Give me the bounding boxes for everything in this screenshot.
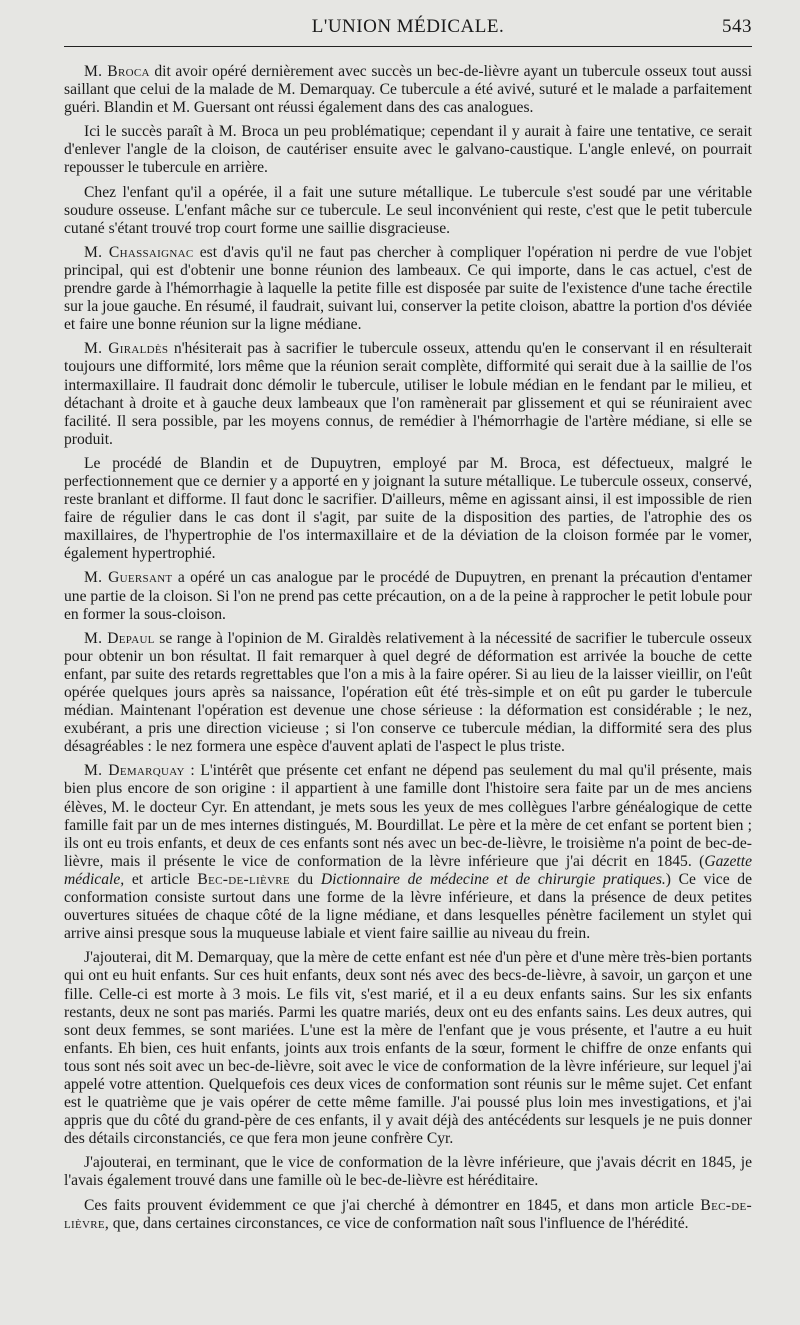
- journal-title: L'UNION MÉDICALE.: [311, 16, 505, 37]
- paragraph-depaul: M. Depaul se range à l'opinion de M. Giraldès relativement à la nécessité de sacrifier le tubercule osseux pour obtenir un bon résultat. Il fait remarquer à quel degré de déformation est arrivée la bouche de cette enfant, par suite des retards regrettables que l'on a mis à la faire opérer. Si au lieu de la laisser vieillir, on l'eût opérée quelques jours après sa naissance, l'opération eût été très-simple et on eût pu garder le tubercule médian. Maintenant l'opération est devenue une chose sérieuse : la déformation est considérable ; le nez, exubérant, a pris une direction vicieuse ; si l'on conserve ce tubercule médian, la difformité sera des plus désagréables : le nez formera une espèce d'auvent aplati de l'aspect le plus triste.: [64, 629, 752, 756]
- speaker-name: M. Chassaignac: [84, 243, 194, 261]
- paragraph-demarquay: M. Demarquay : L'intérêt que présente cet enfant ne dépend pas seulement du mal qu'il présente, mais bien plus encore de son origine : il appartient à une famille dont l'histoire sera faite par un de mes anciens élèves, M. le docteur Cyr. En attendant, je mets sous les yeux de mes collègues l'arbre généalogique de cette famille fait par un de mes internes distingués, M. Bourdillat. Le père et la mère de cet enfant se portent bien ; ils ont eu trois enfants, et deux de ces enfants sont nés avec un bec-de-lièvre, le troisième n'a point de bec-de-lièvre, mais il présente le vice de conformation de la lèvre inférieure que j'ai décrit en 1845. (Gazette médicale, et article Bec-de-lièvre du Dictionnaire de médecine et de chirurgie pratiques.) Ce vice de conformation consiste surtout dans une forme de la lèvre inférieure, et dans la présence de deux petites ouvertures situées de chaque côté de la ligne médiane, et dans lesquelles pénètre facilement un stylet qui arrive ainsi presque sous la muqueuse labiale et vient faire saillie au niveau du frein.: [64, 762, 753, 943]
- paragraph-chassaignac: M. Chassaignac est d'avis qu'il ne faut pas chercher à compliquer l'opération ni perdre de vue l'objet principal, qui est d'obtenir une bonne réunion des lambeaux. Ce qui importe, dans le cas actuel, c'est de prendre garde à l'hémorrhagie à laquelle la petite fille est disposée par suite de l'existence d'une tache érectile sur la joue gauche. En résumé, il faudrait, suivant lui, conserver la petite cloison, abattre la portion d'os déviée et faire une bonne réunion sur la ligne médiane.: [64, 243, 752, 334]
- paragraph-giraldes: M. Giraldès n'hésiterait pas à sacrifier le tubercule osseux, attendu qu'en le conservant il en résulterait toujours une difformité, lors même que la réunion serait complète, difformité qui serait due à la saillie de l'os intermaxillaire. Il faudrait donc démolir le tubercule, utiliser le lobule médian en le fendant par le milieu, et détachant à droite et à gauche deux lambeaux que l'on ramènerait par glissement et qui se réuniraient avec facilité. Il sera possible, par les moyens connus, de remédier à l'hémorrhagie de l'artère médiane, si elle se produit.: [64, 340, 752, 448]
- page-number: 543: [722, 16, 752, 37]
- paragraph-guersant: M. Guersant a opéré un cas analogue par le procédé de Dupuytren, en prenant la précaution d'entamer une partie de la cloison. Si l'on ne prend pas cette précaution, on a de la peine à rapprocher le petit lobule pour en former la sous-cloison.: [64, 569, 752, 623]
- speaker-name: M. Demarquay: [84, 762, 185, 780]
- paragraph-broca: M. Broca dit avoir opéré dernièrement avec succès un bec-de-lièvre ayant un tubercule osseux tout aussi saillant que celui de la malade de M. Demarquay. Ce tubercule a été avivé, suturé et le malade a parfaitement guéri. Blandin et M. Guersant ont réussi également dans des cas analogues.: [64, 63, 752, 117]
- header-rule: [64, 46, 752, 47]
- running-head: [64, 14, 752, 40]
- paragraph: J'ajouterai, dit M. Demarquay, que la mère de cette enfant est née d'un père et d'une mère très-bien portants qui ont eu huit enfants. Sur ces huit enfants, deux sont nés avec des becs-de-lièvre, à savoir, un garçon et une fille. Celle-ci est morte à 3 mois. Le fils vit, s'est marié, et il a eu deux enfants sains. Sur les six enfants restants, deux ne sont pas mariés. Parmi les quatre mariés, deux ont eu des enfants sains. Les deux autres, qui sont deux femmes, se sont mariées. L'une est la mère de l'enfant que je vous présente, et l'autre a eu huit enfants. Eh bien, ces huit enfants, joints aux trois enfants de la sœur, forment le chiffre de onze enfants qui tous sont nés soit avec un bec-de-lièvre, soit avec le vice de conformation de la lèvre inférieure, sur lequel j'ai appelé votre attention. Quelquefois ces deux vices de conformation sont réunis sur le même sujet. Cet enfant est le quatrième que je vais opérer de cette même famille. J'ai poussé plus loin mes investigations, et j'ai appris que du côté du grand-père de ces enfants, il y avait déjà des antécédents sur lesquels je ne puis donner des détails circonstanciés, ce que fera mon jeune confrère Cyr.: [64, 949, 752, 1148]
- article-body: [64, 63, 752, 1233]
- paragraph: Ici le succès paraît à M. Broca un peu problématique; cependant il y aurait à faire une tentative, ce serait d'enlever l'angle de la cloison, de cautériser ensuite avec le galvano-caustique. L'angle enlevé, on pourrait repousser le tubercule en arrière.: [64, 123, 752, 177]
- speaker-name: M. Broca: [84, 63, 150, 80]
- citation-title: Gazette médicale,: [64, 852, 752, 888]
- paragraph: Chez l'enfant qu'il a opérée, il a fait une suture métallique. Le tubercule s'est soudé par une véritable soudure osseuse. L'enfant mâche sur ce tubercule. Le seul inconvénient qui reste, c'est que le petit tubercule cutané s'étant trouvé trop court forme une saillie disgracieuse.: [64, 183, 752, 237]
- citation-title: Dictionnaire de médecine et de chirurgie pratiques.: [320, 870, 666, 888]
- speaker-name: M. Depaul: [84, 629, 155, 647]
- speaker-name: M. Guersant: [84, 569, 173, 587]
- article-name: Bec-de-lièvre: [64, 1196, 752, 1232]
- paragraph: J'ajouterai, en terminant, que le vice de conformation de la lèvre inférieure, que j'avais décrit en 1845, je l'avais également trouvé dans une famille où le bec-de-lièvre est héréditaire.: [64, 1154, 752, 1190]
- speaker-name: M. Giraldès: [84, 340, 169, 358]
- article-name: Bec-de-lièvre: [197, 870, 290, 888]
- paragraph: Le procédé de Blandin et de Dupuytren, employé par M. Broca, est défectueux, malgré le perfectionnement que ce dernier y a apporté en y joignant la suture métallique. Le tubercule osseux, conservé, reste branlant et difforme. Il faut donc le sacrifier. D'ailleurs, même en agissant ainsi, il est impossible de rien faire de régulier dans le cas dont il s'agit, par suite de la disposition des parties, de l'atrophie des os maxillaires, de l'hypertrophie de l'os intermaxillaire et de la déviation de la cloison formée par le vomer, également hypertrophié.: [64, 454, 752, 563]
- paragraph: Ces faits prouvent évidemment ce que j'ai cherché à démontrer en 1845, et dans mon article Bec-de-lièvre, que, dans certaines circonstances, ce vice de conformation naît sous l'influence de l'hérédité.: [64, 1196, 752, 1232]
